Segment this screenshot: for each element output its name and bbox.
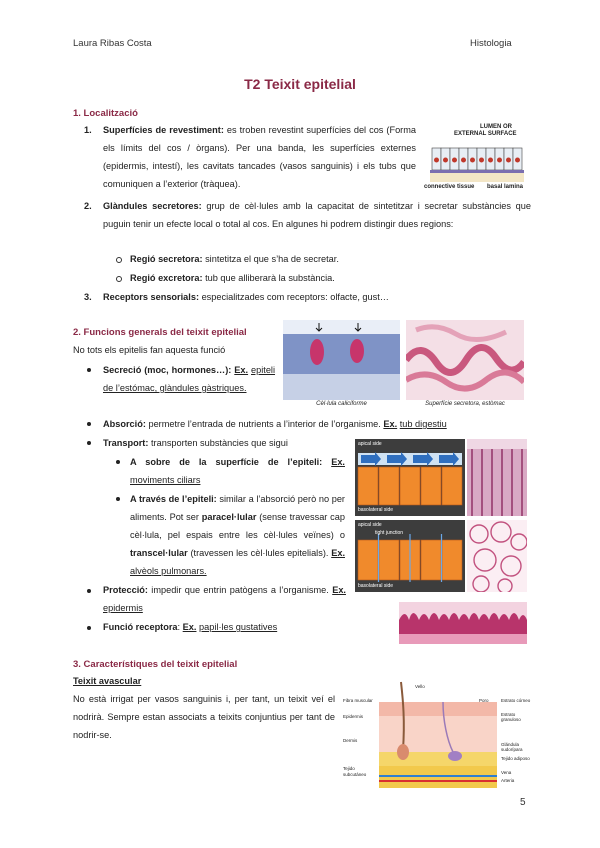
transport-text: transporten substàncies que sigui xyxy=(151,438,288,448)
bullet-circle xyxy=(116,276,122,282)
basolateral-label-2: basolateral side xyxy=(358,583,394,589)
label-dermis: Dermis xyxy=(343,738,358,743)
sobre-ex-text: moviments ciliars xyxy=(130,475,201,485)
bullet xyxy=(87,422,91,426)
label-glandula: Glándula sudorípara xyxy=(501,742,523,752)
list-item-transport xyxy=(103,434,353,452)
term-revestiment: Superfícies de revestiment: xyxy=(103,125,224,135)
traves-text-2: (sense travessar cap cèl·lula, pel espais entre les cèl·lules veïnes) o xyxy=(130,512,345,540)
term-transport: Transport: xyxy=(103,438,149,448)
list-item-receptora xyxy=(103,618,353,636)
tight-junction-label: tight junction xyxy=(375,530,404,536)
proteccio-text: impedir que entrin patògens a l’organisme. xyxy=(151,585,329,595)
list-number-1: 1. xyxy=(84,125,92,135)
label-vello: Vello xyxy=(415,684,425,689)
term-transcellular: transcel·lular xyxy=(130,548,188,558)
epithelium-diagram xyxy=(424,124,532,194)
label-estrato-granuloso: Estrato granuloso xyxy=(501,712,521,722)
caption-caliciforme: Cèl·lula caliciforme xyxy=(316,401,367,407)
receptora-ex-text: papil·les gustatives xyxy=(199,622,278,632)
bullet xyxy=(87,626,91,630)
revestiment-text: es troben revestint superfícies del cos (Forma els límits del cos / òrgans). Per una banda, les superfícies externes (epidermis, intestí), les cavitats tancades (vasos sanguinis) i els tubs que comuniquen a l’exterior (tràquea). xyxy=(103,125,416,189)
micrograph-caliciforme xyxy=(283,320,400,410)
term-paracellular: paracel·lular xyxy=(201,512,257,522)
list-item-proteccio xyxy=(103,581,346,617)
label-tejido-adiposo: Tejido adiposo xyxy=(501,756,530,761)
apical-label-2: apical side xyxy=(358,522,382,528)
bullet xyxy=(116,497,120,501)
receptors-text: especialitzades com receptors: olfacte, gust… xyxy=(201,292,389,302)
basolateral-label-1: basolateral side xyxy=(358,507,394,513)
list-item-revestiment xyxy=(103,121,416,193)
secrecio-text: epiteli de l’estómac, glàndules gàstriques. xyxy=(103,365,276,393)
absorcio-ex-text: tub digestiu xyxy=(399,419,447,429)
label-subcutaneo: subcutáneo xyxy=(343,772,367,777)
micrograph-estomac xyxy=(406,320,524,410)
bullet xyxy=(87,441,91,445)
avascular-text: No està irrigat per vasos sanguinis i, per tant, un teixit veí el nodrirà. Sempre estan associats a teixits conjuntius per tant de nodrir-se. xyxy=(73,694,335,740)
bullet xyxy=(116,460,120,464)
header-subject: Histologia xyxy=(470,38,512,49)
page-title: T2 Teixit epitelial xyxy=(244,76,356,92)
list-item-secrecio xyxy=(103,361,275,397)
skin-diagram xyxy=(343,680,533,792)
label-fibra: Fibra muscular xyxy=(343,698,373,703)
term-glandules: Glàndules secretores: xyxy=(103,201,202,211)
bullet xyxy=(87,589,91,593)
receptora-ex: Ex. xyxy=(182,622,197,632)
section-caracteristiques-heading: 3. Característiques del teixit epitelial xyxy=(73,659,238,670)
section-funcions-heading: 2. Funcions generals del teixit epitelial xyxy=(73,327,247,338)
page-number: 5 xyxy=(520,797,526,808)
traves-text-3: (travessen les cèl·lules epitelials). xyxy=(190,548,329,558)
connective-label: connective tissue xyxy=(424,184,475,190)
transport-diagram-traves xyxy=(355,520,465,592)
traves-text-1: similar a l’absorció però no per aliments. Pot ser xyxy=(130,494,345,522)
term-sobre: A sobre de la superfície de l’epiteli: xyxy=(130,457,323,467)
label-poro: Poro xyxy=(479,698,489,703)
term-traves: A través de l’epiteli: xyxy=(130,494,217,504)
label-vena: Vena xyxy=(501,770,512,775)
excretora-text: tub que alliberarà la substància. xyxy=(205,273,335,283)
micrograph-papilles xyxy=(399,602,527,644)
list-item-glandules xyxy=(103,197,531,233)
traves-ex: Ex. xyxy=(331,548,345,558)
sub-item-secretora xyxy=(130,250,530,268)
proteccio-ex-text: epidermis xyxy=(103,603,143,613)
proteccio-ex: Ex. xyxy=(332,585,346,595)
label-tejido: Tejido xyxy=(343,766,355,771)
term-receptors: Receptors sensorials: xyxy=(103,292,199,302)
label-estrato-corneo: Estrato córneo xyxy=(501,698,531,703)
header-author: Laura Ribas Costa xyxy=(73,38,152,49)
list-item-absorcio xyxy=(103,415,553,433)
bullet-circle xyxy=(116,257,122,263)
sobre-ex: Ex. xyxy=(331,457,345,467)
micrograph-alveols xyxy=(467,520,527,592)
term-excretora: Regió excretora: xyxy=(130,273,203,283)
label-epidermis: Epidermis xyxy=(343,714,364,719)
basal-label: basal lamina xyxy=(487,184,524,190)
subheading-avascular: Teixit avascular xyxy=(73,676,142,686)
traves-ex-text: alvèols pulmonars. xyxy=(130,566,207,576)
caption-estomac: Superfície secretora, estòmac xyxy=(425,401,505,407)
list-item-receptors xyxy=(103,288,533,306)
absorcio-text: permetre l’entrada de nutrients a l’interior de l’organisme. xyxy=(148,419,381,429)
receptora-colon: : xyxy=(177,622,181,632)
sub-item-traves xyxy=(130,490,345,580)
list-number-3: 3. xyxy=(84,292,92,302)
surface-label: EXTERNAL SURFACE xyxy=(454,131,517,137)
sub-item-sobre xyxy=(130,453,345,489)
secretora-text: sintetitza el que s’ha de secretar. xyxy=(205,254,339,264)
sub-item-excretora xyxy=(130,269,530,287)
term-proteccio: Protecció: xyxy=(103,585,148,595)
secrecio-ex: Ex. xyxy=(234,365,249,375)
list-number-2: 2. xyxy=(84,201,92,211)
apical-label-1: apical side xyxy=(358,441,382,447)
bullet xyxy=(87,368,91,372)
term-secrecio: Secreció (moc, hormones…): xyxy=(103,365,232,375)
section-localitzacio-heading: 1. Localització xyxy=(73,108,138,119)
lumen-label: LUMEN OR xyxy=(480,124,512,130)
absorcio-ex: Ex. xyxy=(383,419,398,429)
term-absorcio: Absorció: xyxy=(103,419,146,429)
micrograph-ciliat xyxy=(467,439,527,516)
transport-diagram-ciliar xyxy=(355,439,465,516)
term-secretora: Regió secretora: xyxy=(130,254,203,264)
glandules-text: grup de cèl·lules amb la capacitat de sintetitzar i secretar substàncies que puguin tenir un efecte local o total al cos. En algunes hi podrem distingir dues regions: xyxy=(103,201,531,229)
term-receptora: Funció receptora xyxy=(103,622,178,632)
label-arteria: Arteria xyxy=(501,778,515,783)
funcions-intro: No tots els epitelis fan aquesta funció xyxy=(73,345,226,355)
